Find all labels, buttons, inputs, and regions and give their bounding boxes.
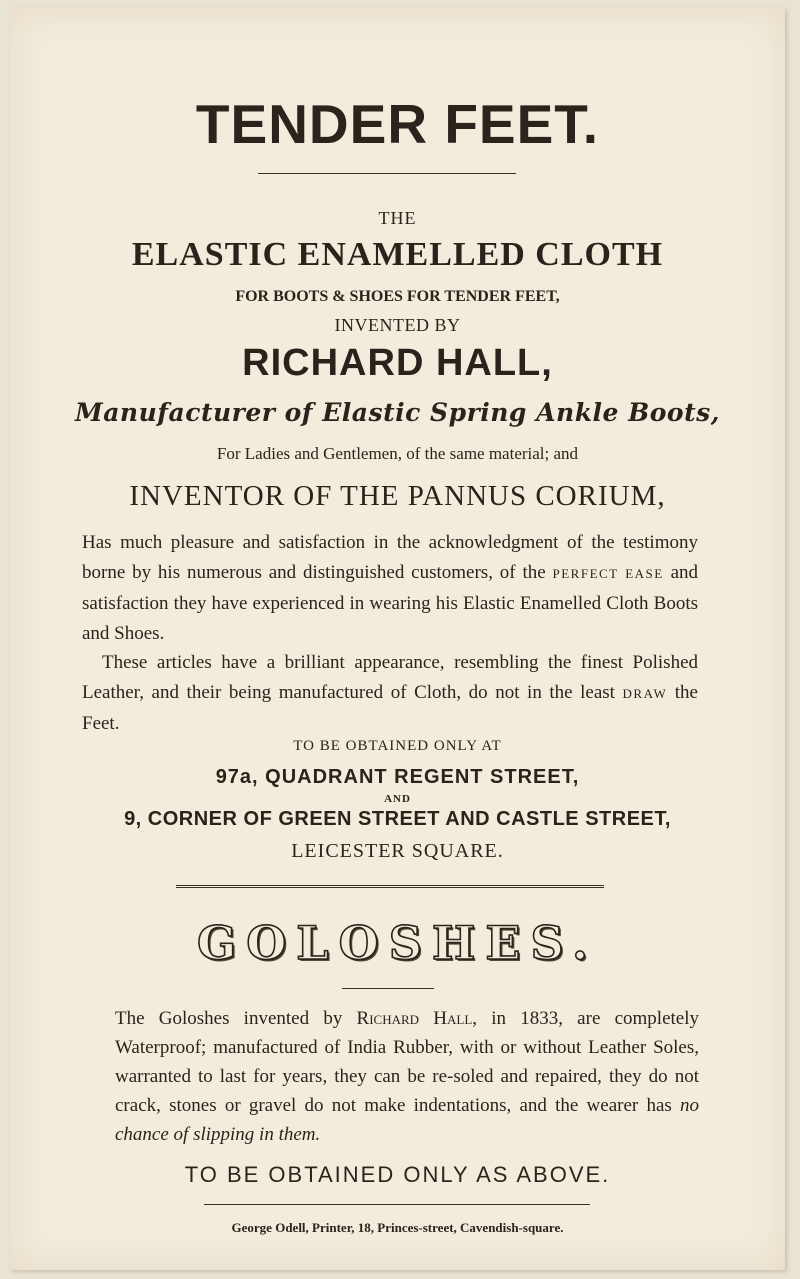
goloshes-rule: [342, 988, 434, 989]
address-green-street: 9, CORNER OF GREEN STREET AND CASTLE STREET,: [124, 808, 671, 830]
testimony-text-a: Has much pleasure and satisfaction in the acknowledgment of the testimony borne by his numerous and distinguished customers, of the: [82, 532, 698, 583]
goloshes-inventor-name: Richard Hall: [356, 1008, 473, 1029]
pannus-corium-line: INVENTOR OF THE PANNUS CORIUM,: [129, 480, 666, 512]
testimony-paragraph: [82, 528, 698, 649]
obtain-only-at: TO BE OBTAINED ONLY AT: [293, 738, 502, 754]
perfect-ease-text: PERFECT EASE: [552, 566, 664, 581]
audience-line: For Ladies and Gentlemen, of the same material; and: [216, 444, 579, 463]
testimony-text-b: and satisfaction they have experienced in wearing his Elastic Enamelled Cloth Boots and Shoes.: [82, 562, 699, 644]
invented-by: INVENTED BY: [334, 315, 461, 335]
section-divider: [176, 885, 604, 888]
goloshes-text-italic: no chance of slipping in them.: [115, 1095, 699, 1145]
printer-rule: [204, 1204, 590, 1205]
obtain-as-above: TO BE OBTAINED ONLY AS ABOVE.: [184, 1162, 611, 1187]
articles-text-a: These articles have a brilliant appearance, resembling the finest Polished Leather, and their being manufactured of Cloth, do not in the least: [82, 652, 698, 703]
goloshes-text-b: , in 1833, are completely Waterproof; manufactured of India Rubber, with or without Leather Soles, warranted to last for years, they can be re-soled and repaired, they do not crack, stones or gravel do not make indentations, and the wearer has: [115, 1008, 700, 1116]
trade-line: Manufacturer of Elastic Spring Ankle Boots,: [75, 398, 720, 427]
articles-paragraph: [82, 648, 698, 739]
product-name: ELASTIC ENAMELLED CLOTH: [131, 236, 664, 273]
articles-text-b: the Feet.: [82, 682, 698, 734]
inventor-name: RICHARD HALL,: [242, 342, 553, 384]
product-purpose: FOR BOOTS & SHOES FOR TENDER FEET,: [235, 288, 560, 305]
address-quadrant: 97a, QUADRANT REGENT STREET,: [215, 766, 580, 788]
goloshes-heading: GOLOSHES.: [196, 916, 599, 970]
address-and: AND: [384, 793, 411, 805]
handbill-sheet: [10, 8, 785, 1270]
intro-the: THE: [378, 208, 417, 228]
address-leicester: LEICESTER SQUARE.: [291, 840, 504, 862]
draw-text: DRAW: [622, 686, 668, 701]
goloshes-text-a: The Goloshes invented by: [115, 1008, 357, 1029]
goloshes-paragraph: [115, 1004, 699, 1149]
printer-imprint: George Odell, Printer, 18, Princes-street, Cavendish-square.: [231, 1220, 564, 1235]
page-title: TENDER FEET.: [195, 93, 600, 155]
title-rule: [258, 173, 516, 174]
